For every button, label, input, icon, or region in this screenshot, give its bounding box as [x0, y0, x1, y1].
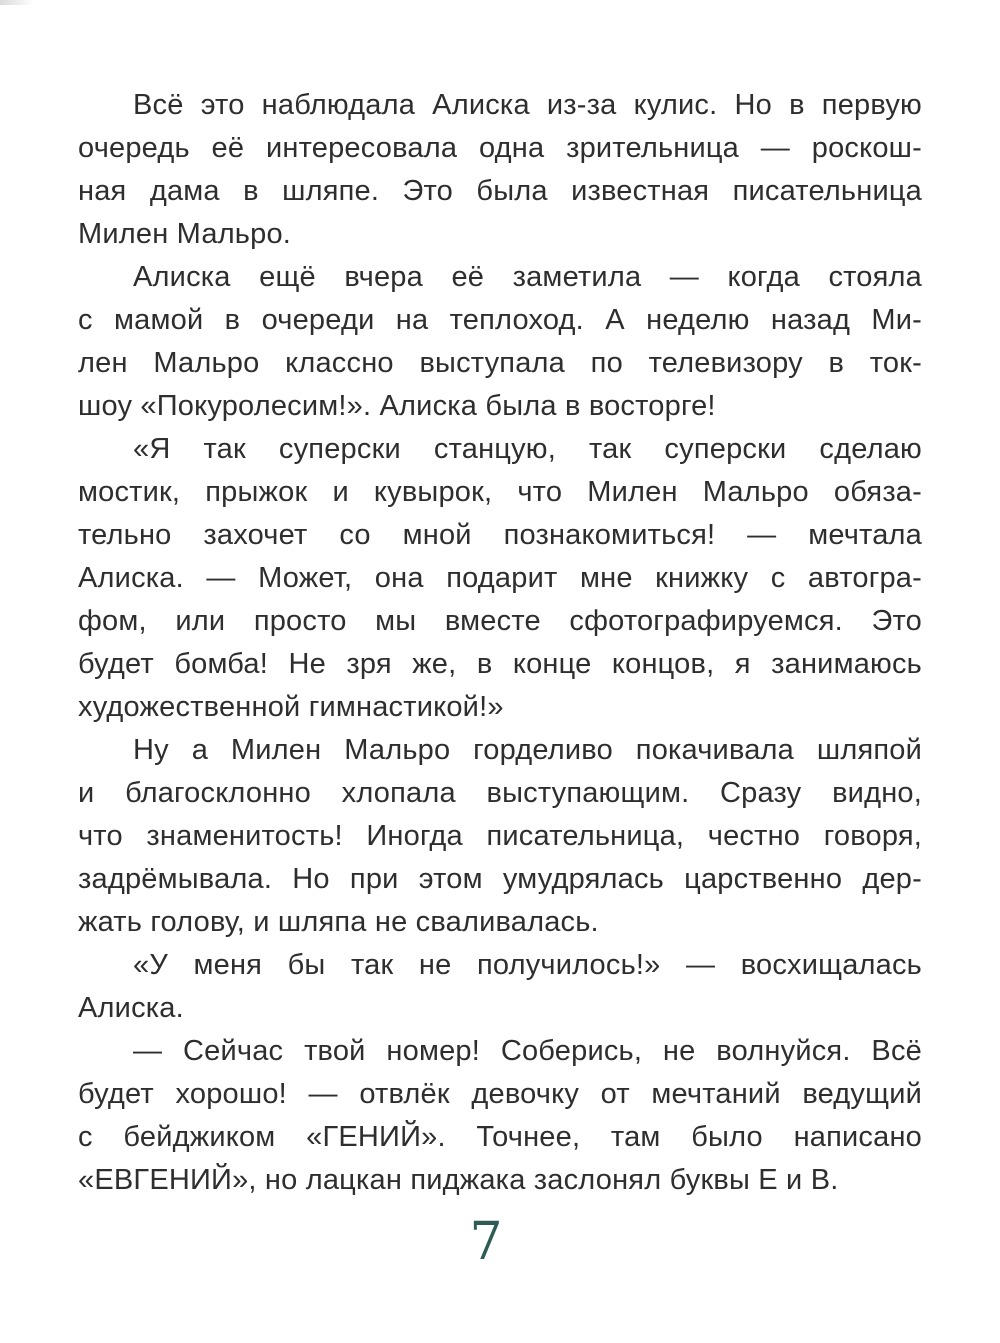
- text-line: очередь её интересовала одна зрительница — роскош-: [78, 132, 922, 164]
- text-line: тельно захочет со мной познакомиться! — мечтала: [78, 519, 922, 551]
- text-line: Алиска.: [78, 992, 184, 1024]
- text-line: задрёмывала. Но при этом умудрялась царственно дер-: [78, 863, 922, 895]
- text-line: «У меня бы так не получилось!» — восхищалась: [133, 949, 922, 981]
- text-line: с бейджиком «ГЕНИЙ». Точнее, там было написано: [78, 1121, 922, 1153]
- scan-artifact: [0, 0, 34, 5]
- text-line: Всё это наблюдала Алиска из-за кулис. Но в первую: [133, 89, 922, 121]
- text-line: мостик, прыжок и кувырок, что Милен Мальро обяза-: [78, 476, 922, 508]
- text-line: фом, или просто мы вместе сфотографируемся. Это: [78, 605, 922, 637]
- text-line: Алиска. — Может, она подарит мне книжку с автогра-: [78, 562, 922, 594]
- page-number: 7: [469, 1212, 503, 1272]
- text-line: будет хорошо! — отвлёк девочку от мечтаний ведущий: [78, 1078, 922, 1110]
- paragraph: [78, 256, 922, 428]
- paragraph: [78, 1030, 922, 1202]
- text-block: [78, 84, 922, 1202]
- text-line: «Я так суперски станцую, так суперски сделаю: [133, 433, 922, 465]
- text-line: и благосклонно хлопала выступающим. Сразу видно,: [78, 777, 922, 809]
- text-line: — Сейчас твой номер! Соберись, не волнуйся. Всё: [133, 1035, 922, 1067]
- text-line: художественной гимнастикой!»: [78, 691, 504, 723]
- text-line: жать голову, и шляпа не сваливалась.: [78, 906, 599, 938]
- text-line: Алиска ещё вчера её заметила — когда стояла: [133, 261, 922, 293]
- text-line: «ЕВГЕНИЙ», но лацкан пиджака заслонял буквы Е и В.: [78, 1164, 839, 1196]
- text-line: шоу «Покуролесим!». Алиска была в восторге!: [78, 390, 716, 422]
- paragraph: [78, 428, 922, 729]
- text-line: лен Мальро классно выступала по телевизору в ток-: [78, 347, 922, 379]
- paragraph: [78, 944, 922, 1030]
- paragraph: [78, 84, 922, 256]
- text-line: Ну а Милен Мальро горделиво покачивала шляпой: [133, 734, 922, 766]
- text-line: что знаменитость! Иногда писательница, честно говоря,: [78, 820, 922, 852]
- text-line: будет бомба! Не зря же, в конце концов, я занимаюсь: [78, 648, 922, 680]
- paragraph: [78, 729, 922, 944]
- text-line: Милен Мальро.: [78, 218, 292, 250]
- text-line: ная дама в шляпе. Это была известная писательница: [78, 175, 922, 207]
- text-line: с мамой в очереди на теплоход. А неделю назад Ми-: [78, 304, 922, 336]
